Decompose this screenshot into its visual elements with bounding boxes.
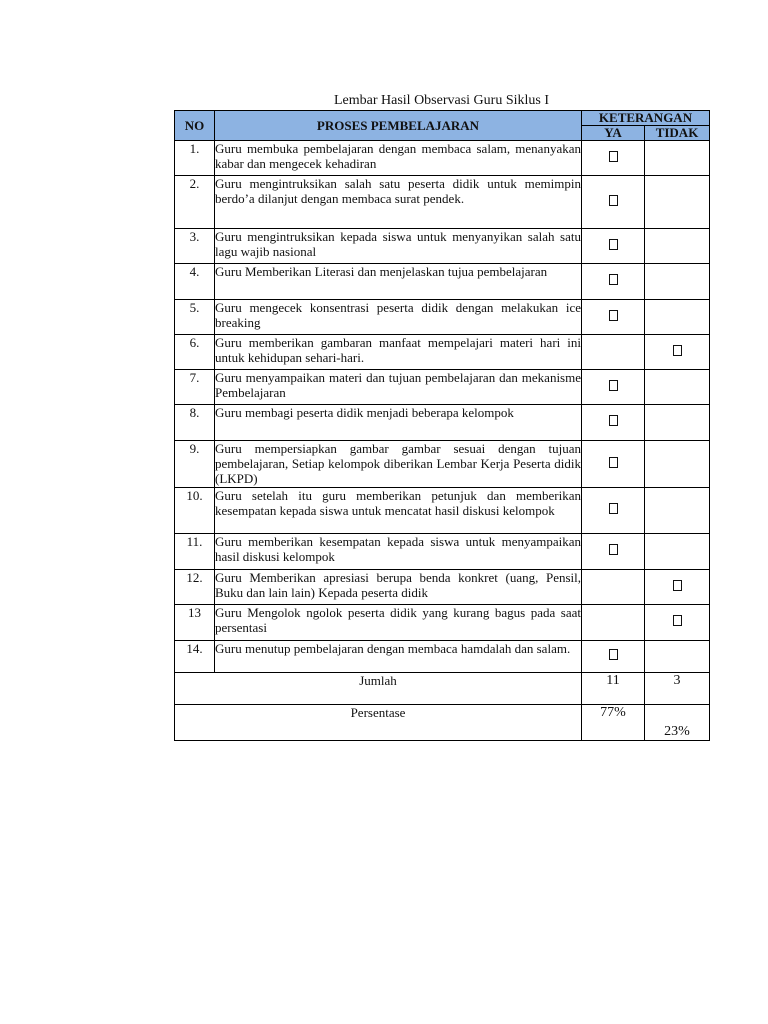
jumlah-ya: 11: [582, 673, 645, 705]
jumlah-label: Jumlah: [175, 673, 582, 705]
mark-cell-tidak: [645, 441, 710, 488]
table-row: [175, 641, 710, 673]
mark-cell-tidak: [645, 370, 710, 405]
row-number: 5.: [175, 300, 215, 335]
table-row: [175, 405, 710, 441]
row-number: 6.: [175, 335, 215, 370]
row-number: 3.: [175, 229, 215, 264]
mark-cell-ya: [582, 176, 645, 229]
table-row: [175, 176, 710, 229]
row-process-text: Guru mengintruksikan salah satu peserta didik untuk memimpin berdo’a dilanjut dengan membaca surat pendek.: [215, 176, 582, 229]
row-number: 4.: [175, 264, 215, 300]
checkmark-box-icon: [673, 580, 682, 591]
persentase-tidak: 23%: [645, 705, 710, 741]
mark-cell-tidak: [645, 534, 710, 570]
table-row: [175, 141, 710, 176]
mark-cell-tidak: [645, 300, 710, 335]
table-row: [175, 264, 710, 300]
observation-table: [174, 110, 710, 741]
table-row: [175, 441, 710, 488]
row-process-text: Guru Mengolok ngolok peserta didik yang kurang bagus pada saat persentasi: [215, 605, 582, 641]
mark-cell-ya: [582, 264, 645, 300]
mark-cell-ya: [582, 229, 645, 264]
mark-cell-tidak: [645, 488, 710, 534]
header-tidak: TIDAK: [645, 126, 710, 141]
row-process-text: Guru mengintruksikan kepada siswa untuk menyanyikan salah satu lagu wajib nasional: [215, 229, 582, 264]
row-process-text: Guru mengecek konsentrasi peserta didik dengan melakukan ice breaking: [215, 300, 582, 335]
checkmark-box-icon: [609, 649, 618, 660]
mark-cell-tidak: [645, 176, 710, 229]
checkmark-box-icon: [609, 310, 618, 321]
checkmark-box-icon: [609, 274, 618, 285]
mark-cell-ya: [582, 141, 645, 176]
mark-cell-tidak: [645, 570, 710, 605]
row-number: 7.: [175, 370, 215, 405]
jumlah-tidak: 3: [645, 673, 710, 705]
row-number: 14.: [175, 641, 215, 673]
row-number: 12.: [175, 570, 215, 605]
persentase-label: Persentase: [175, 705, 582, 741]
checkmark-box-icon: [673, 345, 682, 356]
header-keterangan: KETERANGAN: [582, 111, 710, 126]
jumlah-row: [175, 673, 710, 705]
mark-cell-tidak: [645, 405, 710, 441]
mark-cell-ya: [582, 641, 645, 673]
mark-cell-ya: [582, 370, 645, 405]
checkmark-box-icon: [609, 195, 618, 206]
mark-cell-tidak: [645, 141, 710, 176]
table-row: [175, 370, 710, 405]
mark-cell-ya: [582, 300, 645, 335]
table-row: [175, 534, 710, 570]
persentase-row: [175, 705, 710, 741]
row-number: 8.: [175, 405, 215, 441]
mark-cell-tidak: [645, 335, 710, 370]
row-process-text: Guru Memberikan apresiasi berupa benda konkret (uang, Pensil, Buku dan lain lain) Kepada peserta didik: [215, 570, 582, 605]
document-title: Lembar Hasil Observasi Guru Siklus I: [333, 93, 550, 108]
row-number: 1.: [175, 141, 215, 176]
header-no: NO: [175, 111, 215, 141]
row-number: 9.: [175, 441, 215, 488]
mark-cell-ya: [582, 570, 645, 605]
checkmark-box-icon: [609, 503, 618, 514]
table-body: [175, 141, 710, 673]
mark-cell-tidak: [645, 264, 710, 300]
mark-cell-ya: [582, 441, 645, 488]
row-number: 10.: [175, 488, 215, 534]
row-process-text: Guru mempersiapkan gambar gambar sesuai dengan tujuan pembelajaran, Setiap kelompok diberikan Lembar Kerja Peserta didik (LKPD): [215, 441, 581, 486]
mark-cell-ya: [582, 335, 645, 370]
checkmark-box-icon: [609, 151, 618, 162]
checkmark-box-icon: [609, 544, 618, 555]
row-process-text: Guru memberikan kesempatan kepada siswa untuk menyampaikan hasil diskusi kelompok: [215, 534, 582, 570]
table-row: [175, 488, 710, 534]
mark-cell-ya: [582, 405, 645, 441]
row-process-text: Guru menutup pembelajaran dengan membaca hamdalah dan salam.: [215, 641, 582, 673]
mark-cell-ya: [582, 605, 645, 641]
checkmark-box-icon: [673, 615, 682, 626]
table-row: [175, 570, 710, 605]
checkmark-box-icon: [609, 239, 618, 250]
mark-cell-tidak: [645, 641, 710, 673]
mark-cell-tidak: [645, 605, 710, 641]
row-process-text: Guru membuka pembelajaran dengan membaca salam, menanyakan kabar dan mengecek kehadiran: [215, 141, 582, 176]
mark-cell-ya: [582, 534, 645, 570]
checkmark-box-icon: [609, 457, 618, 468]
row-number: 13: [175, 605, 215, 641]
row-process-text: Guru membagi peserta didik menjadi beberapa kelompok: [215, 405, 582, 441]
row-number: 2.: [175, 176, 215, 229]
row-process-text: Guru memberikan gambaran manfaat mempelajari materi hari ini untuk kehidupan sehari-hari.: [215, 335, 582, 370]
checkmark-box-icon: [609, 415, 618, 426]
checkmark-box-icon: [609, 380, 618, 391]
table-row: [175, 605, 710, 641]
mark-cell-ya: [582, 488, 645, 534]
header-process: PROSES PEMBELAJARAN: [215, 111, 582, 141]
persentase-ya: 77%: [582, 705, 645, 741]
table-row: [175, 335, 710, 370]
row-process-text: Guru Memberikan Literasi dan menjelaskan tujua pembelajaran: [215, 264, 582, 300]
table-row: [175, 229, 710, 264]
row-process-text: Guru setelah itu guru memberikan petunjuk dan memberikan kesempatan kepada siswa untuk mencatat hasil diskusi kelompok: [215, 488, 582, 534]
mark-cell-tidak: [645, 229, 710, 264]
table-row: [175, 300, 710, 335]
row-process-text: Guru menyampaikan materi dan tujuan pembelajaran dan mekanisme Pembelajaran: [215, 370, 582, 405]
row-number: 11.: [175, 534, 215, 570]
header-ya: YA: [582, 126, 645, 141]
